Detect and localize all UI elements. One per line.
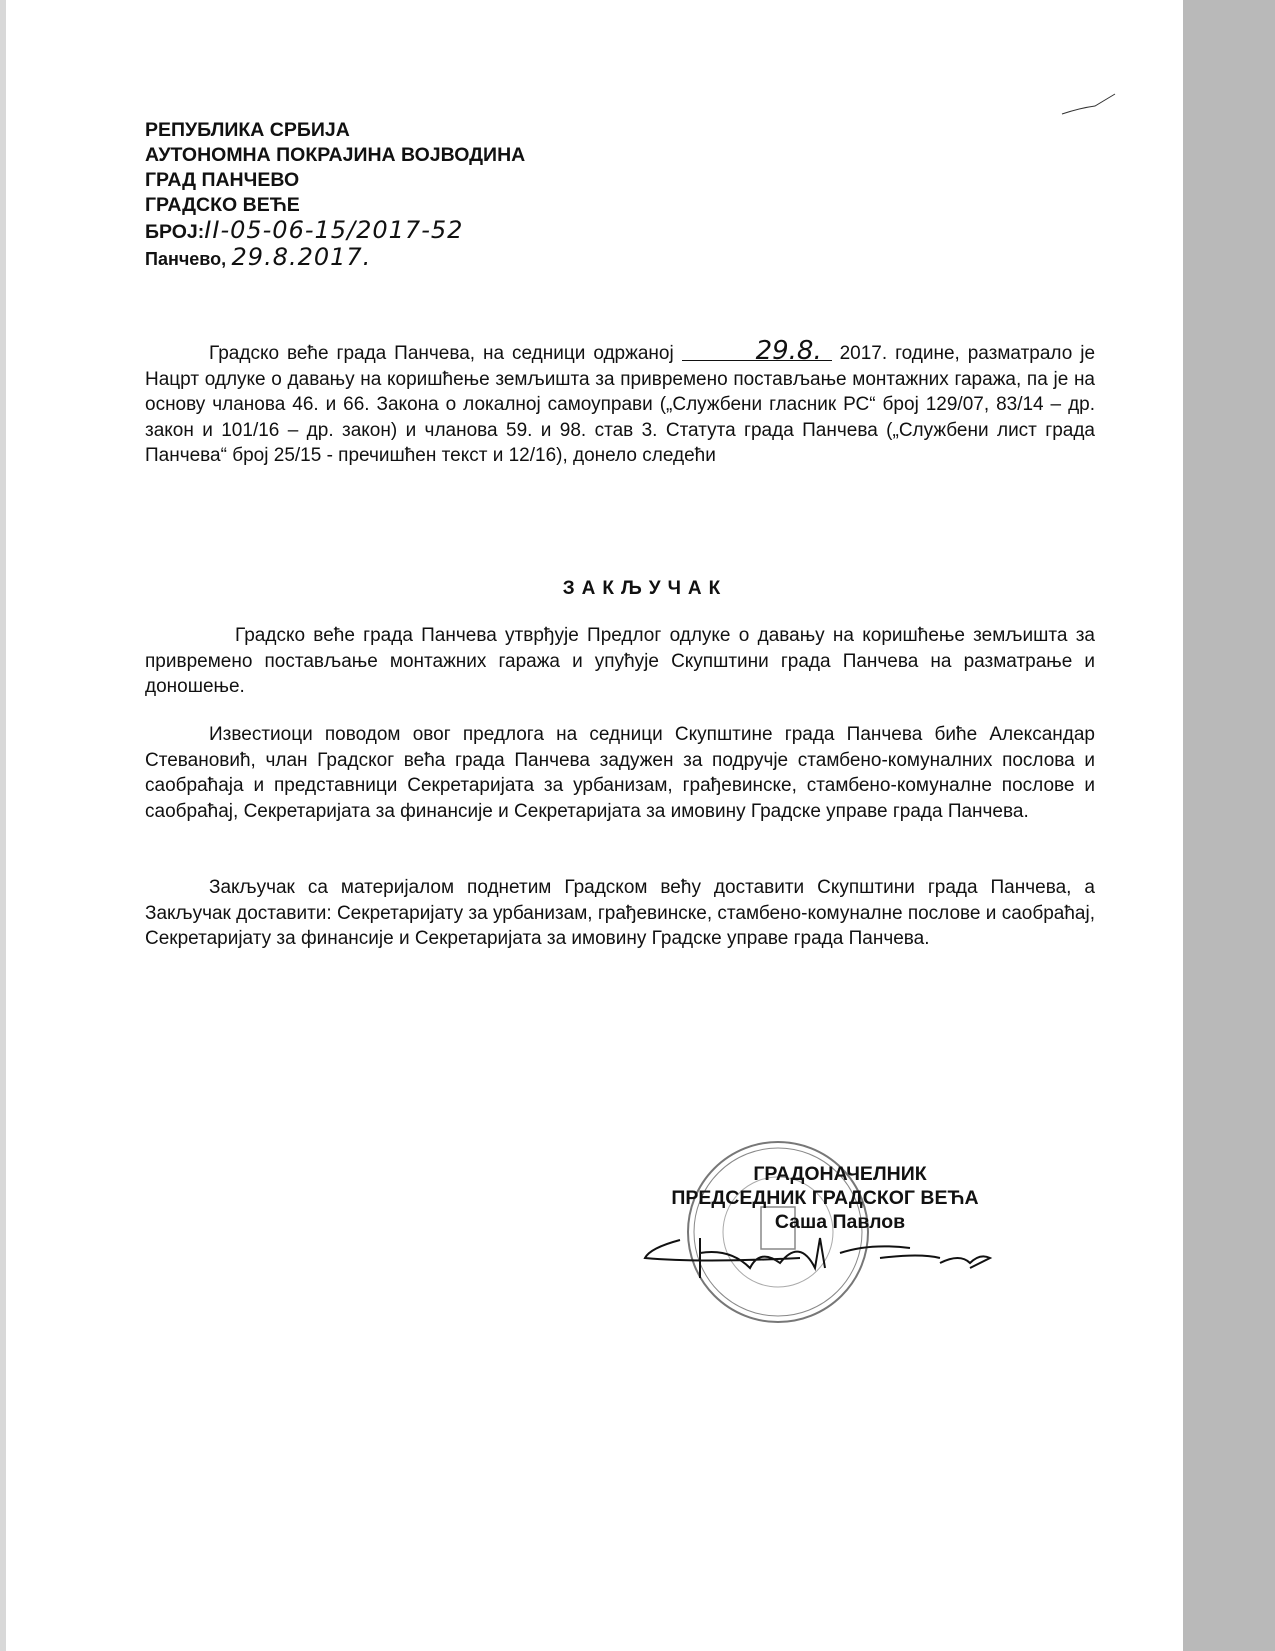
place-label: Панчево, bbox=[145, 249, 227, 269]
pen-mark bbox=[1060, 90, 1120, 120]
signatory-title: ГРАДОНАЧЕЛНИК bbox=[753, 1163, 927, 1185]
document-title: ЗАКЉУЧАК bbox=[562, 578, 728, 599]
intro-text: Градско веће града Панчева, на седници одржаној bbox=[209, 343, 674, 364]
document-header bbox=[145, 118, 525, 272]
signatory-role: ПРЕДСЕДНИК ГРАДСКОГ ВЕЋА bbox=[671, 1187, 979, 1209]
date-value: 29.8.2017. bbox=[231, 243, 372, 271]
header-line: РЕПУБЛИКА СРБИЈА bbox=[145, 119, 350, 141]
paragraph-conclusion: Градско веће града Панчева утврђује Предлог одлуке о давању на коришћење земљишта за привремено постављање монтажних гаража и упућује Скупштини града Панчева на разматрање и доношење. bbox=[145, 625, 1095, 697]
signatory-name: Саша Павлов bbox=[774, 1211, 906, 1233]
header-line: АУТОНОМНА ПОКРАЈИНА ВОЈВОДИНА bbox=[145, 144, 526, 166]
place-date bbox=[145, 245, 525, 272]
paragraph-intro bbox=[145, 336, 1096, 469]
document-number bbox=[145, 218, 525, 245]
signature-block bbox=[640, 1162, 1040, 1234]
session-date: 29.8. bbox=[682, 342, 832, 361]
scan-edge-left bbox=[0, 0, 6, 1651]
number-label: БРОЈ: bbox=[145, 221, 205, 243]
number-value: II-05-06-15/2017-52 bbox=[204, 216, 464, 244]
intro-text-rest: 2017. године, разматрало је Нацрт одлуке о давању на коришћење земљишта за привремено постављање монтажних гаража, па је на основу чланова 46. и 66. Закона о локалној самоуправи („Службени гласник РС“ број 129/07, 83/14 – др. закон и 101/16 – др. закон) и чланова 59. и 98. став 3. Статута града Панчева („Службени лист града Панчева“ број 25/15 - пречишћен текст и 12/16), донело следећи bbox=[145, 343, 1096, 466]
header-line: ГРАДСКО ВЕЋЕ bbox=[145, 194, 300, 216]
handwritten-signature bbox=[640, 1228, 1030, 1298]
paragraph-rapporteurs: Известиоци поводом овог предлога на седници Скупштине града Панчева биће Александар Стевановић, члан Градског већа града Панчева задужен за подручје стамбено-комуналних послова и саобраћаја и представници Секретаријата за урбанизам, грађевинске, стамбено-комуналне послове и саобраћај, Секретаријата за финансије и Секретаријата за имовину Градске управе града Панчева. bbox=[145, 724, 1095, 822]
paragraph-delivery: Закључак са материјалом поднетим Градском већу доставити Скупштини града Панчева, а Закључак доставити: Секретаријату за урбанизам, грађевинске, стамбено-комуналне послове и саобраћај, Секретаријату за финансије и Секретаријата за имовину Градске управе града Панчева. bbox=[145, 877, 1095, 949]
header-line: ГРАД ПАНЧЕВО bbox=[145, 169, 300, 191]
scan-edge-right bbox=[1183, 0, 1275, 1651]
